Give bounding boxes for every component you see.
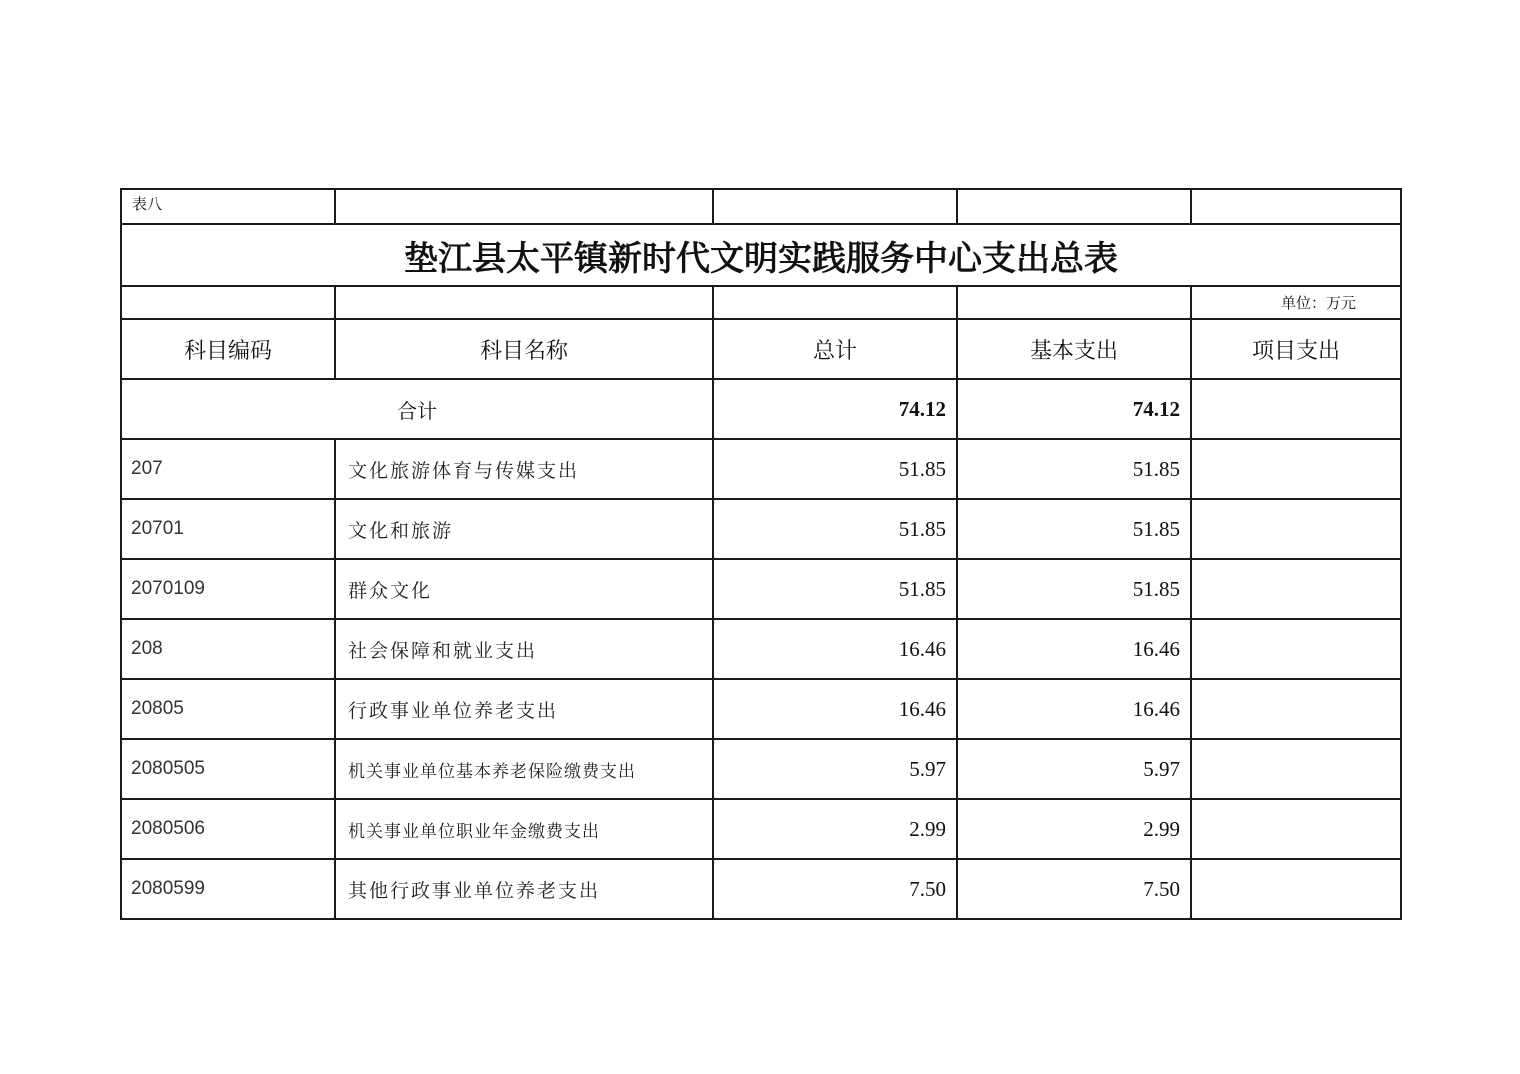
header-row xyxy=(121,319,1401,379)
row-total: 51.85 xyxy=(713,559,957,619)
table-row xyxy=(121,859,1401,919)
row-name: 行政事业单位养老支出 xyxy=(335,679,713,739)
row-total: 16.46 xyxy=(713,679,957,739)
row-project xyxy=(1191,799,1401,859)
row-code: 20701 xyxy=(121,499,335,559)
header-basic: 基本支出 xyxy=(957,319,1191,379)
empty-cell xyxy=(1191,189,1401,224)
row-total: 2.99 xyxy=(713,799,957,859)
empty-cell xyxy=(335,286,713,319)
row-code: 207 xyxy=(121,439,335,499)
row-basic: 51.85 xyxy=(957,499,1191,559)
row-project xyxy=(1191,619,1401,679)
row-project xyxy=(1191,739,1401,799)
row-project xyxy=(1191,439,1401,499)
table-row xyxy=(121,559,1401,619)
empty-cell xyxy=(957,286,1191,319)
row-code: 2080506 xyxy=(121,799,335,859)
expenditure-summary-table xyxy=(120,188,1402,920)
row-total: 7.50 xyxy=(713,859,957,919)
row-name: 社会保障和就业支出 xyxy=(335,619,713,679)
table-label: 表八 xyxy=(121,189,335,224)
row-code: 2080505 xyxy=(121,739,335,799)
table-row xyxy=(121,499,1401,559)
row-basic: 16.46 xyxy=(957,679,1191,739)
row-project xyxy=(1191,859,1401,919)
row-basic: 51.85 xyxy=(957,559,1191,619)
row-code: 208 xyxy=(121,619,335,679)
total-amount: 74.12 xyxy=(713,379,957,439)
row-name: 文化旅游体育与传媒支出 xyxy=(335,439,713,499)
table-row xyxy=(121,619,1401,679)
total-row xyxy=(121,379,1401,439)
table-row xyxy=(121,739,1401,799)
empty-cell xyxy=(957,189,1191,224)
row-project xyxy=(1191,679,1401,739)
row-code: 2070109 xyxy=(121,559,335,619)
empty-cell xyxy=(121,286,335,319)
row-project xyxy=(1191,559,1401,619)
table-title: 垫江县太平镇新时代文明实践服务中心支出总表 xyxy=(121,224,1401,286)
row-name: 机关事业单位基本养老保险缴费支出 xyxy=(335,739,713,799)
table-label-row xyxy=(121,189,1401,224)
total-project xyxy=(1191,379,1401,439)
row-name: 文化和旅游 xyxy=(335,499,713,559)
unit-label: 单位：万元 xyxy=(1191,286,1401,319)
header-project: 项目支出 xyxy=(1191,319,1401,379)
table-row xyxy=(121,679,1401,739)
row-name: 其他行政事业单位养老支出 xyxy=(335,859,713,919)
row-basic: 7.50 xyxy=(957,859,1191,919)
row-project xyxy=(1191,499,1401,559)
table-row xyxy=(121,799,1401,859)
row-total: 51.85 xyxy=(713,499,957,559)
row-total: 5.97 xyxy=(713,739,957,799)
row-basic: 2.99 xyxy=(957,799,1191,859)
total-label: 合计 xyxy=(121,379,713,439)
header-total: 总计 xyxy=(713,319,957,379)
title-row xyxy=(121,224,1401,286)
table-row xyxy=(121,439,1401,499)
row-basic: 5.97 xyxy=(957,739,1191,799)
total-basic: 74.12 xyxy=(957,379,1191,439)
row-total: 51.85 xyxy=(713,439,957,499)
row-name: 机关事业单位职业年金缴费支出 xyxy=(335,799,713,859)
row-name: 群众文化 xyxy=(335,559,713,619)
row-total: 16.46 xyxy=(713,619,957,679)
empty-cell xyxy=(713,286,957,319)
row-basic: 51.85 xyxy=(957,439,1191,499)
row-code: 2080599 xyxy=(121,859,335,919)
empty-cell xyxy=(335,189,713,224)
header-name: 科目名称 xyxy=(335,319,713,379)
row-basic: 16.46 xyxy=(957,619,1191,679)
unit-row xyxy=(121,286,1401,319)
empty-cell xyxy=(713,189,957,224)
header-code: 科目编码 xyxy=(121,319,335,379)
row-code: 20805 xyxy=(121,679,335,739)
